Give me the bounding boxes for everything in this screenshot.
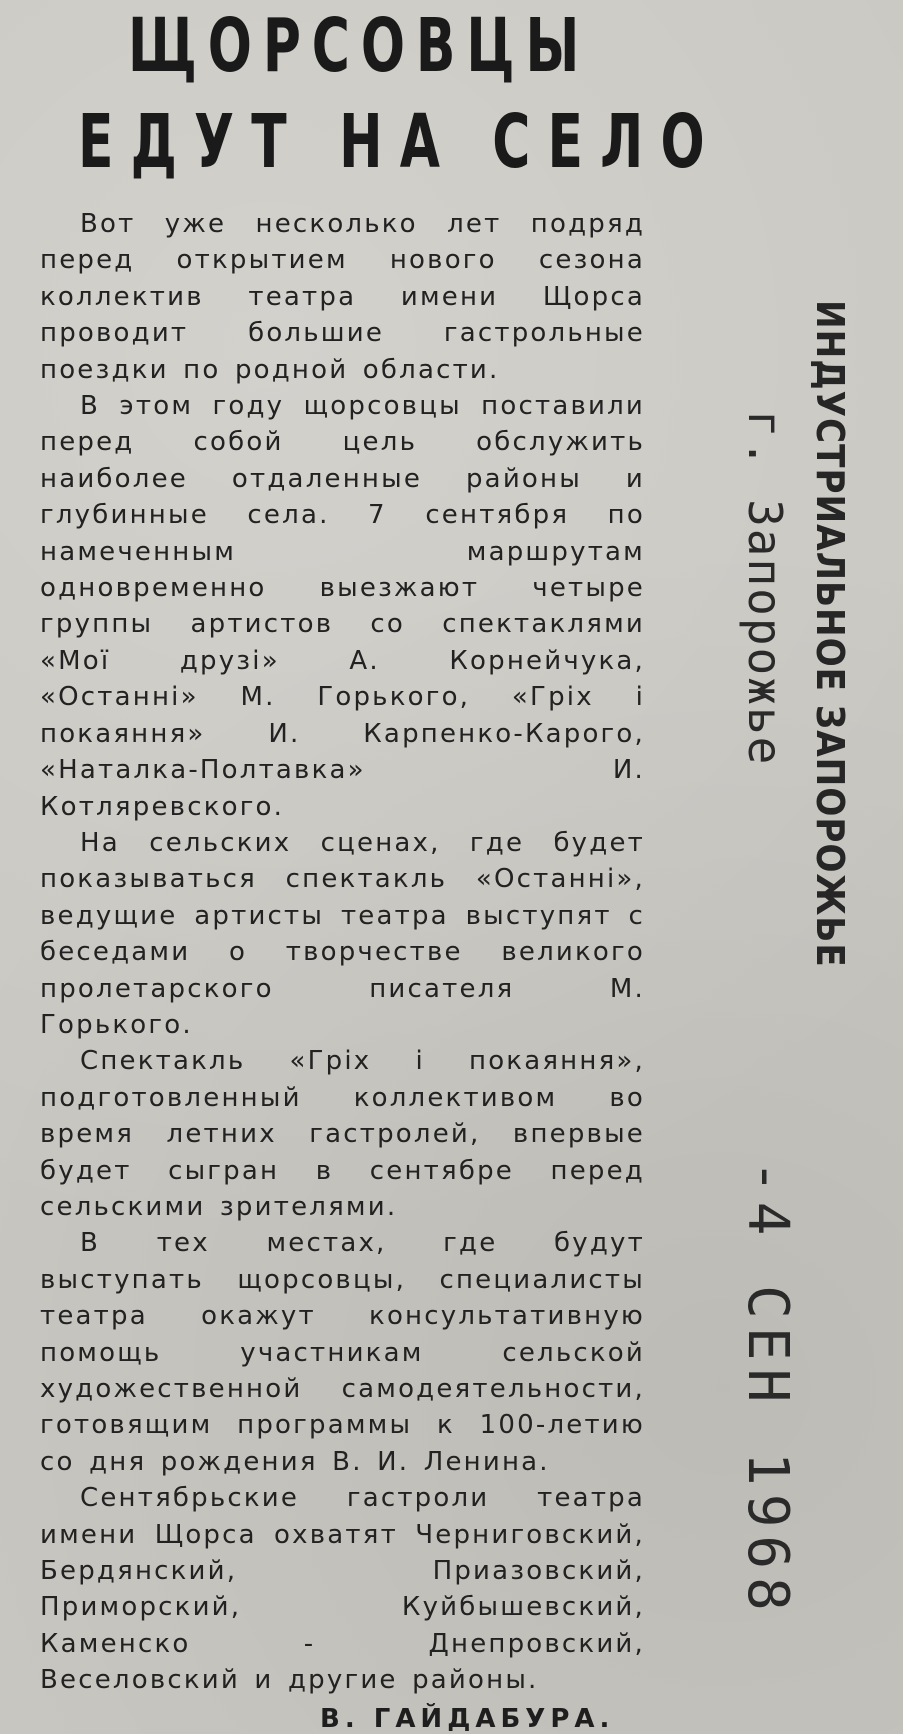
paragraph-5: В тех местах, где будут выступать щорсовцы, специалисты театра окажут консультативную помощь участникам сельской художественной самодеятельности, готовящим программы к 100-летию со дня рождения В. И. Ленина. xyxy=(40,1228,645,1477)
article-body xyxy=(40,206,645,1699)
date-stamp: -4 СЕН 1968 xyxy=(735,1160,800,1619)
headline-line-1: ЩОРСОВЦЫ xyxy=(128,3,591,89)
paragraph-4: Спектакль «Гріх і покаяння», подготовленный коллективом во время летних гастролей, впервые будет сыгран в сентябре перед сельскими зрителями. xyxy=(40,1046,645,1222)
paragraph-6: Сентябрьские гастроли театра имени Щорса охватят Черниговский, Бердянский, Приазовский, Приморский, Куйбышевский, Каменско - Днепровский, Веселовский и другие районы. xyxy=(40,1483,645,1696)
author-byline: В. ГАЙДАБУРА. xyxy=(320,1704,615,1734)
newspaper-stamp: ИНДУСТРИАЛЬНОЕ ЗАПОРОЖЬЕ xyxy=(808,300,852,968)
paragraph-1: Вот уже несколько лет подряд перед открытием нового сезона коллектив театра имени Щорса проводит большие гастрольные поездки по родной области. xyxy=(40,209,645,385)
city-stamp: г. Запорожье xyxy=(738,410,792,767)
paragraph-2: В этом году щорсовцы поставили перед собой цель обслужить наиболее отдаленные районы и глубинные села. 7 сентября по намеченным маршрутам одновременно выезжают четыре группы артистов со спектаклями «Мої друзі» А. Корнейчука, «Останні» М. Горького, «Гріх і покаяння» И. Карпенко-Карого, «Наталка-Полтавка» И. Котляревского. xyxy=(40,391,645,822)
headline-line-2: ЕДУТ НА СЕЛО xyxy=(78,99,722,185)
paragraph-3: На сельских сценах, где будет показываться спектакль «Останні», ведущие артисты театра выступят с беседами о творчестве великого пролетарского писателя М. Горького. xyxy=(40,827,645,1040)
